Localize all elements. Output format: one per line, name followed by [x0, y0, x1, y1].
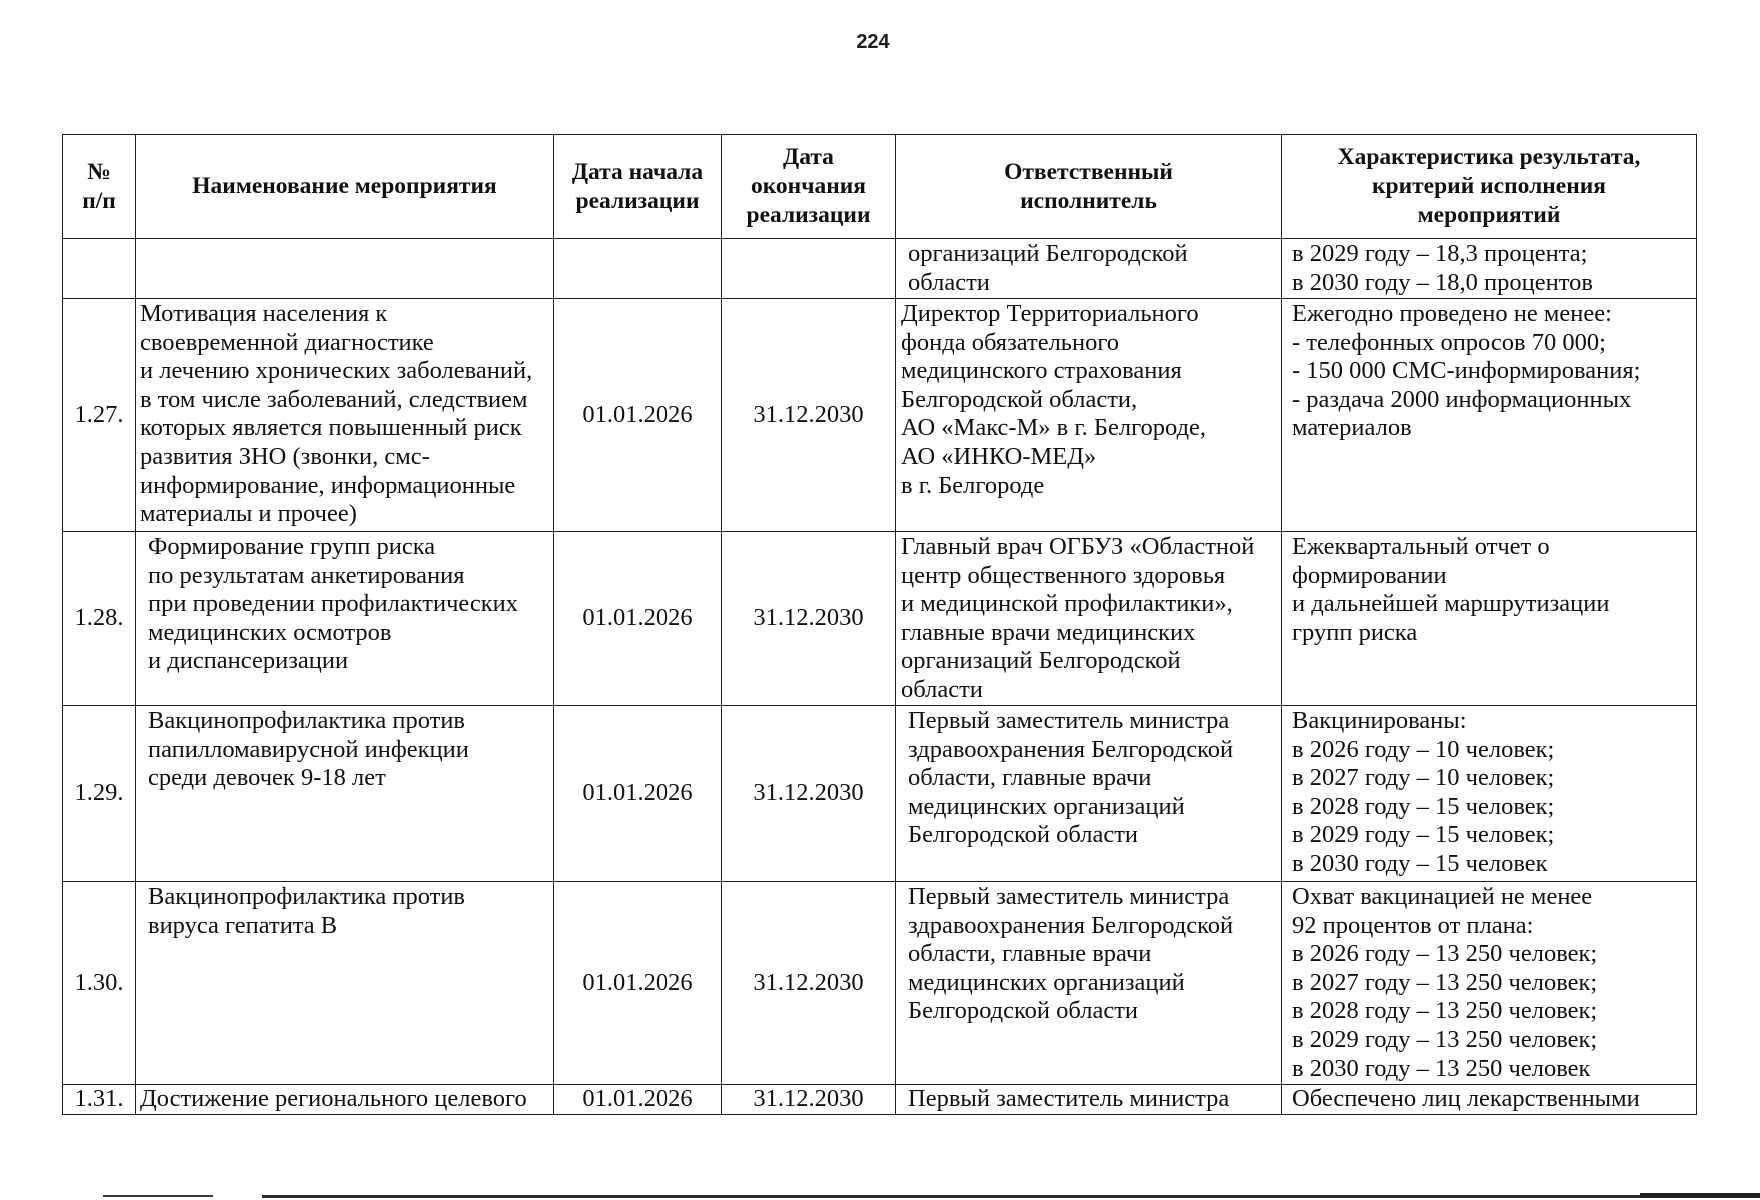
end-date-cell: 31.12.2030: [722, 532, 896, 706]
event-name-cell: Достижение регионального целевого: [136, 1085, 554, 1115]
responsible-cell: Первый заместитель министра: [896, 1085, 1282, 1115]
header-end-date: Дата окончания реализации: [722, 135, 896, 239]
activities-table: [62, 134, 1697, 1115]
event-name-cell: [136, 239, 554, 299]
result-cell: Вакцинированы: в 2026 году – 10 человек; в 2027 году – 10 человек; в 2028 году – 15 человек; в 2029 году – 15 человек; в 2030 году – 15 человек: [1282, 706, 1697, 882]
table-row: [63, 706, 1697, 882]
table-row: [63, 299, 1697, 532]
header-number: № п/п: [63, 135, 136, 239]
end-date-cell: 31.12.2030: [722, 1085, 896, 1115]
event-name-cell: Вакцинопрофилактика против вируса гепатита В: [136, 882, 554, 1085]
header-event-name: Наименование мероприятия: [136, 135, 554, 239]
row-number-cell: 1.31.: [63, 1085, 136, 1115]
start-date-cell: 01.01.2026: [554, 706, 722, 882]
responsible-cell: организаций Белгородской области: [896, 239, 1282, 299]
table-header-row: [63, 135, 1697, 239]
table-row: [63, 239, 1697, 299]
row-number-cell: 1.29.: [63, 706, 136, 882]
start-date-cell: 01.01.2026: [554, 532, 722, 706]
result-cell: Ежегодно проведено не менее: - телефонных опросов 70 000; - 150 000 СМС-информирования; - раздача 2000 информационных материалов: [1282, 299, 1697, 532]
end-date-cell: 31.12.2030: [722, 299, 896, 532]
end-date-cell: 31.12.2030: [722, 882, 896, 1085]
row-number-cell: 1.30.: [63, 882, 136, 1085]
row-number-cell: 1.28.: [63, 532, 136, 706]
end-date-cell: [722, 239, 896, 299]
scan-edge-line: [103, 1195, 213, 1197]
end-date-cell: 31.12.2030: [722, 706, 896, 882]
responsible-cell: Первый заместитель министра здравоохранения Белгородской области, главные врачи медицинских организаций Белгородской области: [896, 706, 1282, 882]
header-start-date: Дата начала реализации: [554, 135, 722, 239]
result-cell: Ежеквартальный отчет о формировании и дальнейшей маршрутизации групп риска: [1282, 532, 1697, 706]
start-date-cell: 01.01.2026: [554, 882, 722, 1085]
header-result: Характеристика результата, критерий исполнения мероприятий: [1282, 135, 1697, 239]
result-cell: Охват вакцинацией не менее 92 процентов от плана: в 2026 году – 13 250 человек; в 2027 году – 13 250 человек; в 2028 году – 13 250 человек; в 2029 году – 13 250 человек; в 2030 году – 13 250 человек: [1282, 882, 1697, 1085]
page-number: 224: [856, 31, 890, 53]
scan-edge-line: [262, 1195, 1760, 1198]
result-cell: в 2029 году – 18,3 процента; в 2030 году – 18,0 процентов: [1282, 239, 1697, 299]
header-responsible: Ответственный исполнитель: [896, 135, 1282, 239]
result-cell: Обеспечено лиц лекарственными: [1282, 1085, 1697, 1115]
scan-edge-line: [1640, 1193, 1760, 1198]
row-number-cell: 1.27.: [63, 299, 136, 532]
start-date-cell: 01.01.2026: [554, 299, 722, 532]
start-date-cell: 01.01.2026: [554, 1085, 722, 1115]
responsible-cell: Главный врач ОГБУЗ «Областной центр общественного здоровья и медицинской профилактики», главные врачи медицинских организаций Белгородской области: [896, 532, 1282, 706]
table-row: [63, 1085, 1697, 1115]
start-date-cell: [554, 239, 722, 299]
row-number-cell: [63, 239, 136, 299]
responsible-cell: Первый заместитель министра здравоохранения Белгородской области, главные врачи медицинских организаций Белгородской области: [896, 882, 1282, 1085]
event-name-cell: Формирование групп риска по результатам анкетирования при проведении профилактических медицинских осмотров и диспансеризации: [136, 532, 554, 706]
event-name-cell: Вакцинопрофилактика против папилломавирусной инфекции среди девочек 9-18 лет: [136, 706, 554, 882]
table-row: [63, 882, 1697, 1085]
event-name-cell: Мотивация населения к своевременной диагностике и лечению хронических заболеваний, в том числе заболеваний, следствием которых является повышенный риск развития ЗНО (звонки, смс- информирование, информационные материалы и прочее): [136, 299, 554, 532]
table-row: [63, 532, 1697, 706]
responsible-cell: Директор Территориального фонда обязательного медицинского страхования Белгородской области, АО «Макс-М» в г. Белгороде, АО «ИНКО-МЕД» в г. Белгороде: [896, 299, 1282, 532]
